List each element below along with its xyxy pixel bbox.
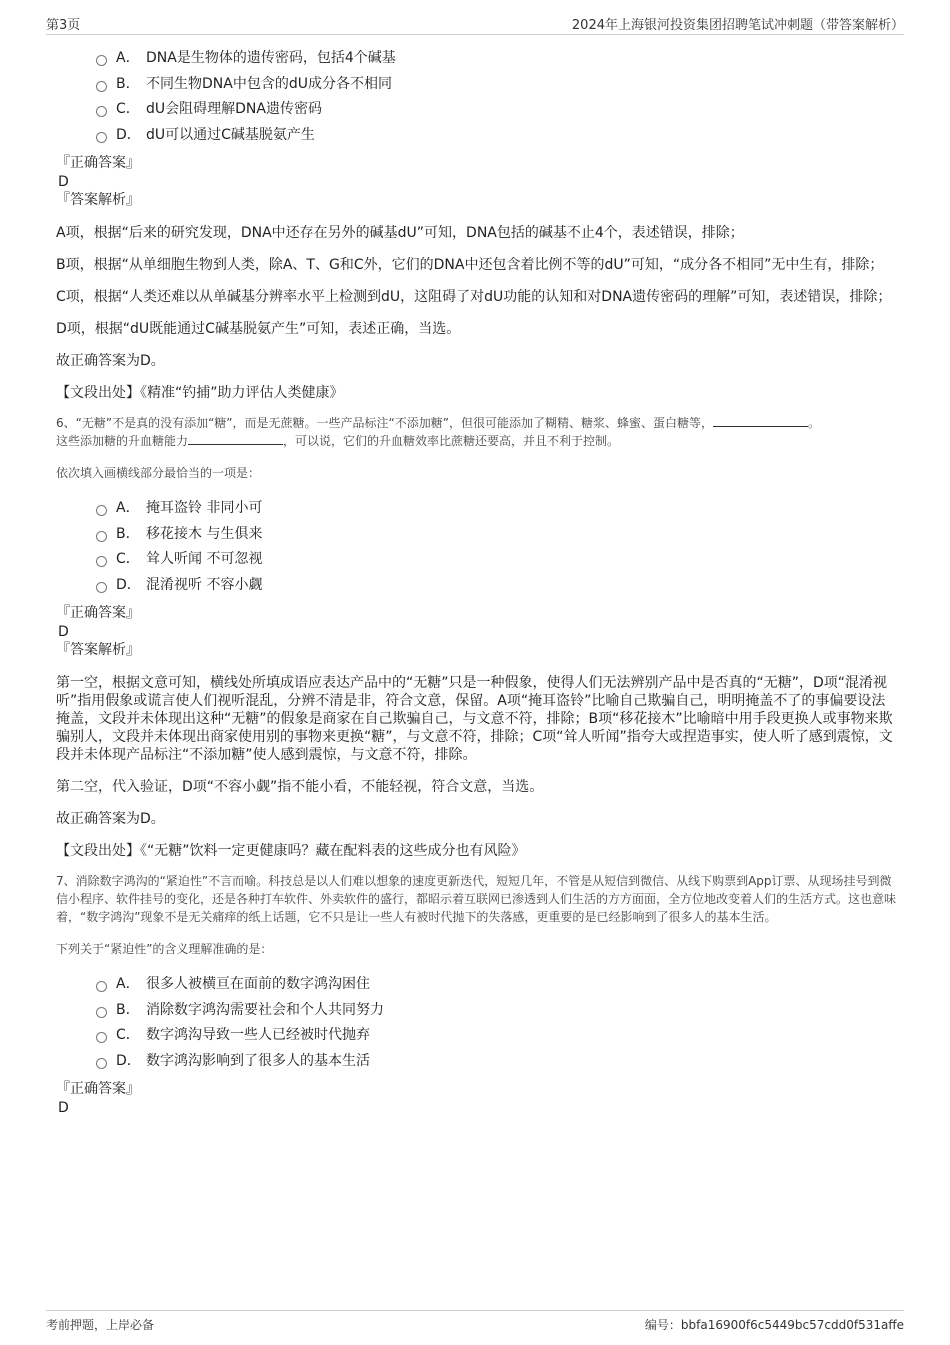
- q5-answer-label: 『正确答案』: [56, 155, 140, 171]
- radio-icon[interactable]: [96, 556, 107, 567]
- q7-question: 7、消除数字鸿沟的“紧迫性”不言而喻。科技总是以人们难以想象的速度更新迭代，短短几年，不管是从短信到微信、从线下购票到App订票、从现场挂号到微信小程序、软件挂号的变化，还是各种打车软件、外卖软件的盛行，都昭示着互联网已渗透到人们生活的方方面面，全方位地改变着人们的生活方式。这也意味着，“数字鸿沟”现象不是无关痛痒的纸上话题，它不只是让一些人有被时代抛下的失落感，更重要的是已经影响到了很多人的基本生活。: [56, 874, 897, 924]
- q7-answer: D: [58, 1100, 69, 1116]
- q6-option-b[interactable]: B． 移花接木 与生俱来: [96, 522, 896, 548]
- q6-question: 6、“无糖”不是真的没有添加“糖”，而是无蔗糖。一些产品标注“不添加糖”，但很可能添加了糊精、糖浆、蜂蜜、蛋白糖等， 。 这些添加糖的升血糖能力 ，可以说，它们的升血糖效率比蔗糖还要高，并且不利于控制。: [56, 416, 820, 448]
- radio-icon[interactable]: [96, 132, 107, 143]
- q6-analysis-1: 第一空，根据文意可知，横线处所填成语应表达产品中的“无糖”只是一种假象，使得人们无法辨别产品中是否真的“无糖”，D项“混淆视听”指用假象或谎言使人们视听混乱，分辨不清是非，符合文意，保留。A项“掩耳盗铃”比喻自己欺骗自己，明明掩盖不了的事偏要设法掩盖，文段并未体现出这种“无糖”的假象是商家在自己欺骗自己，与文意不符，排除；B项“移花接木”比喻暗中用手段更换人或事物来欺骗别人，文段并未体现出商家使用别的事物来更换“糖”，与文意不符，排除；C项“耸人听闻”指夸大或捏造事实，使人听了感到震惊，文段并未体现产品标注“不添加糖”使人感到震惊，与文意不符，排除。: [56, 675, 893, 763]
- footer-slogan: 考前押题，上岸必备: [46, 1318, 155, 1332]
- radio-icon[interactable]: [96, 1058, 107, 1069]
- q5-analysis-a: A项，根据“后来的研究发现，DNA中还存在另外的碱基dU”可知，DNA包括的碱基不止4个，表述错误，排除；: [56, 225, 744, 241]
- q6-conclusion: 故正确答案为D。: [56, 811, 165, 827]
- q7-option-d[interactable]: D． 数字鸿沟影响到了很多人的基本生活: [96, 1049, 896, 1075]
- radio-icon[interactable]: [96, 505, 107, 516]
- radio-icon[interactable]: [96, 582, 107, 593]
- document-code: 编号：bbfa16900f6c5449bc57cdd0f531affe: [644, 1318, 904, 1332]
- q5-conclusion: 故正确答案为D。: [56, 353, 165, 369]
- q6-prompt: 依次填入画横线部分最恰当的一项是：: [56, 466, 261, 480]
- q6-analysis-2: 第二空，代入验证，D项“不容小觑”指不能小看，不能轻视，符合文意，当选。: [56, 779, 544, 795]
- page-content: [56, 44, 896, 1117]
- q5-source: 【文段出处】《精准“钓捕”助力评估人类健康》: [56, 385, 344, 401]
- q7-options: [96, 972, 896, 1074]
- q6-answer-label: 『正确答案』: [56, 605, 140, 621]
- q6-analysis-label: 『答案解析』: [56, 642, 140, 658]
- radio-icon[interactable]: [96, 55, 107, 66]
- q5-option-c[interactable]: C． dU会阻碍理解DNA遗传密码: [96, 97, 896, 123]
- radio-icon[interactable]: [96, 1032, 107, 1043]
- radio-icon[interactable]: [96, 81, 107, 92]
- q7-answer-label: 『正确答案』: [56, 1081, 140, 1097]
- radio-icon[interactable]: [96, 981, 107, 992]
- q7-option-c[interactable]: C． 数字鸿沟导致一些人已经被时代抛弃: [96, 1023, 896, 1049]
- radio-icon[interactable]: [96, 1007, 107, 1018]
- page-number: 第3页: [46, 18, 81, 33]
- blank-2: [188, 432, 283, 445]
- radio-icon[interactable]: [96, 531, 107, 542]
- radio-icon[interactable]: [96, 106, 107, 117]
- q5-option-b[interactable]: B． 不同生物DNA中包含的dU成分各不相同: [96, 72, 896, 98]
- q5-option-d[interactable]: D． dU可以通过C碱基脱氨产生: [96, 123, 896, 149]
- q5-options: [96, 46, 896, 148]
- page-footer: [46, 1310, 904, 1337]
- q5-analysis-c: C项，根据“人类还难以从单碱基分辨率水平上检测到dU，这阻碍了对dU功能的认知和对DNA遗传密码的理解”可知，表述错误，排除；: [56, 289, 892, 305]
- blank-1: [713, 414, 808, 427]
- q6-source: 【文段出处】《“无糖”饮料一定更健康吗？藏在配料表的这些成分也有风险》: [56, 843, 526, 859]
- q7-option-a[interactable]: A． 很多人被横亘在面前的数字鸿沟困住: [96, 972, 896, 998]
- q7-option-b[interactable]: B． 消除数字鸿沟需要社会和个人共同努力: [96, 998, 896, 1024]
- q6-option-d[interactable]: D． 混淆视听 不容小觑: [96, 573, 896, 599]
- q5-answer: D: [58, 174, 69, 190]
- q6-option-c[interactable]: C． 耸人听闻 不可忽视: [96, 547, 896, 573]
- q6-options: [96, 496, 896, 598]
- q7-prompt: 下列关于“紧迫性”的含义理解准确的是：: [56, 942, 273, 956]
- page-header: [46, 10, 904, 35]
- q6-answer: D: [58, 624, 69, 640]
- q5-analysis-label: 『答案解析』: [56, 192, 140, 208]
- q5-analysis-b: B项，根据“从单细胞生物到人类，除A、T、G和C外，它们的DNA中还包含着比例不等的dU”可知，“成分各不相同”无中生有，排除；: [56, 257, 884, 273]
- q5-option-a[interactable]: A． DNA是生物体的遗传密码，包括4个碱基: [96, 46, 896, 72]
- q6-option-a[interactable]: A． 掩耳盗铃 非同小可: [96, 496, 896, 522]
- document-title: 2024年上海银河投资集团招聘笔试冲刺题（带答案解析）: [571, 18, 904, 33]
- q5-analysis-d: D项，根据“dU既能通过C碱基脱氨产生”可知，表述正确，当选。: [56, 321, 461, 337]
